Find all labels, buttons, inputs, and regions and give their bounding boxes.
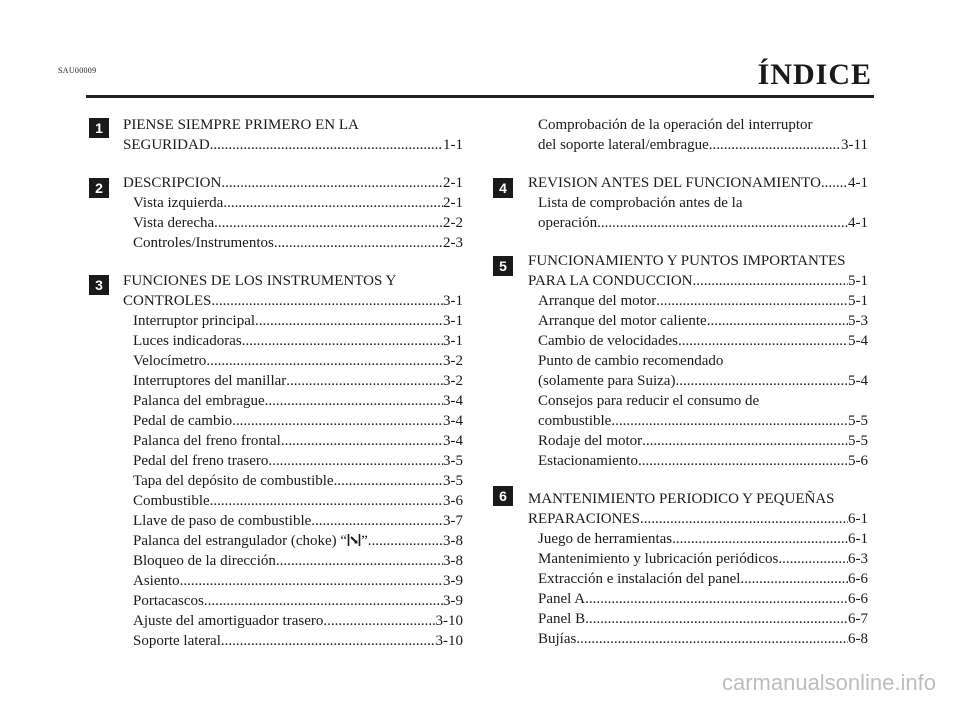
toc-entry-page: 1-1: [443, 137, 463, 153]
toc-entry[interactable]: [528, 173, 868, 193]
choke-text-after: ”: [361, 533, 368, 549]
toc-entry-title-choke: [133, 531, 368, 551]
toc-entry[interactable]: [528, 135, 868, 155]
toc-entry-title: Velocímetro: [133, 353, 207, 369]
toc-entry-title: Panel B: [538, 611, 586, 627]
toc-entry-title: Extracción e instalación del panel: [538, 571, 741, 587]
toc-entry[interactable]: [528, 549, 868, 569]
toc-entry-title: Combustible: [133, 493, 210, 509]
toc-entry-page: 6-1: [848, 531, 868, 547]
toc-entry[interactable]: [123, 135, 463, 155]
toc-entry-page: 3-1: [443, 293, 463, 309]
toc-entry-page: 6-6: [848, 571, 868, 587]
toc-entry-title: Mantenimiento y lubricación periódicos: [538, 551, 779, 567]
toc-heading-line: Lista de comprobación antes de la: [538, 195, 743, 211]
section-tab-6[interactable]: 6: [493, 486, 513, 506]
toc-entry[interactable]: [528, 451, 868, 471]
toc-entry[interactable]: [528, 609, 868, 629]
toc-entry-title: Luces indicadoras: [133, 333, 242, 349]
header-rule: [86, 95, 874, 98]
section-tab-3[interactable]: 3: [89, 275, 109, 295]
section-tab-4[interactable]: 4: [493, 178, 513, 198]
toc-entry-page: 4-1: [848, 175, 868, 191]
toc-entry[interactable]: [123, 291, 463, 311]
toc-entry[interactable]: [528, 213, 868, 233]
toc-entry-page: 2-1: [443, 175, 463, 191]
toc-entry-page: 6-6: [848, 591, 868, 607]
toc-entry-page: 3-4: [443, 413, 463, 429]
toc-entry-page: 3-1: [443, 313, 463, 329]
toc-entry-page: 3-2: [443, 373, 463, 389]
toc-entry-title: Llave de paso de combustible: [133, 513, 312, 529]
toc-entry-title: Tapa del depósito de combustible: [133, 473, 334, 489]
toc-entry-title: Pedal de cambio: [133, 413, 233, 429]
toc-entry-title: Cambio de velocidades: [538, 333, 678, 349]
toc-entry-page: 3-10: [435, 613, 463, 629]
toc-entry-title: PARA LA CONDUCCION: [528, 273, 693, 289]
toc-entry-title: Interruptores del manillar: [133, 373, 287, 389]
toc-entry-page: 3-6: [443, 493, 463, 509]
toc-entry-title: DESCRIPCION: [123, 175, 222, 191]
toc-entry[interactable]: [528, 589, 868, 609]
doc-code: SAU00009: [58, 66, 97, 75]
section-tab-1[interactable]: 1: [89, 118, 109, 138]
toc-entry-title: Rodaje del motor: [538, 433, 643, 449]
toc-heading-line: Punto de cambio recomendado: [538, 353, 724, 369]
toc-entry-page: 5-5: [848, 433, 868, 449]
toc-entry[interactable]: [123, 511, 463, 531]
toc-entry-title: Bloqueo de la dirección: [133, 553, 276, 569]
toc-entry-title: REPARACIONES: [528, 511, 640, 527]
toc-entry-title: CONTROLES: [123, 293, 212, 309]
toc-entry-page: 4-1: [848, 215, 868, 231]
toc-entry-page: 5-6: [848, 453, 868, 469]
toc-entry-page: 3-1: [443, 333, 463, 349]
toc-heading-line: FUNCIONES DE LOS INSTRUMENTOS Y: [123, 273, 397, 289]
toc-entry-page: 3-5: [443, 473, 463, 489]
toc-entry-page: 3-7: [443, 513, 463, 529]
toc-entry-title: Panel A: [538, 591, 586, 607]
toc-entry-page: 6-7: [848, 611, 868, 627]
choke-icon: [347, 533, 361, 547]
watermark: carmanualsonline.info: [721, 670, 936, 695]
toc-entry-page: 3-8: [443, 553, 463, 569]
choke-text-before: Palanca del estrangulador (choke) “: [133, 533, 348, 549]
toc-entry[interactable]: [123, 611, 463, 631]
toc-entry-title: Bujías: [538, 631, 577, 647]
toc-entry-page: 5-1: [848, 293, 868, 309]
toc-entry-title: Palanca del embrague: [133, 393, 265, 409]
page-title: ÍNDICE: [757, 58, 872, 91]
toc-heading-line: MANTENIMIENTO PERIODICO Y PEQUEÑAS: [528, 491, 835, 507]
toc-heading-line: Consejos para reducir el consumo de: [538, 393, 760, 409]
toc-entry-title: (solamente para Suiza): [538, 373, 676, 389]
toc-entry-page: 5-4: [848, 333, 868, 349]
toc-entry[interactable]: [528, 569, 868, 589]
toc-entry[interactable]: [123, 411, 463, 431]
toc-entry-page: 6-1: [848, 511, 868, 527]
toc-entry-page: 5-1: [848, 273, 868, 289]
toc-entry[interactable]: [123, 371, 463, 391]
toc-entry[interactable]: [123, 311, 463, 331]
toc-heading-line: PIENSE SIEMPRE PRIMERO EN LA: [123, 117, 359, 133]
toc-entry[interactable]: [123, 213, 463, 233]
toc-heading-line: FUNCIONAMIENTO Y PUNTOS IMPORTANTES: [528, 253, 846, 269]
toc-entry-page: 2-2: [443, 215, 463, 231]
toc-entry-title: Pedal del freno trasero: [133, 453, 269, 469]
toc-entry[interactable]: [123, 451, 463, 471]
toc-right-column: [528, 115, 868, 649]
toc-entry[interactable]: [123, 193, 463, 213]
toc-entry-page: 3-9: [443, 573, 463, 589]
toc-entry-title: operación: [538, 215, 598, 231]
toc-entry[interactable]: [123, 631, 463, 651]
toc-entry-title: SEGURIDAD: [123, 137, 210, 153]
toc-entry[interactable]: [123, 173, 463, 193]
toc-entry-page: 5-4: [848, 373, 868, 389]
toc-entry-page: 3-5: [443, 453, 463, 469]
toc-entry-title: Soporte lateral: [133, 633, 221, 649]
toc-entry[interactable]: [123, 551, 463, 571]
toc-entry-page: 3-10: [435, 633, 463, 649]
toc-entry[interactable]: [123, 571, 463, 591]
toc-entry-title: Vista izquierda: [133, 195, 224, 211]
toc-entry-page: 6-8: [848, 631, 868, 647]
toc-entry-title: Vista derecha: [133, 215, 215, 231]
toc-entry-page: 5-3: [848, 313, 868, 329]
toc-entry-title: Asiento: [133, 573, 180, 589]
toc-entry-page: 2-1: [443, 195, 463, 211]
toc-entry-title: REVISION ANTES DEL FUNCIONAMIENTO: [528, 175, 821, 191]
toc-entry[interactable]: [123, 471, 463, 491]
toc-heading-line: Comprobación de la operación del interruptor: [538, 117, 813, 133]
toc-entry-title: Juego de herramientas: [538, 531, 673, 547]
toc-entry-page: 3-9: [443, 593, 463, 609]
toc-entry-title: Estacionamiento: [538, 453, 638, 469]
toc-entry-title: Portacascos: [133, 593, 204, 609]
toc-entry-title: Palanca del freno frontal: [133, 433, 281, 449]
toc-entry-page: 2-3: [443, 235, 463, 251]
toc-entry-page: 3-4: [443, 433, 463, 449]
toc-entry-title: Controles/Instrumentos: [133, 235, 274, 251]
toc-entry[interactable]: [528, 629, 868, 649]
toc-entry[interactable]: [123, 491, 463, 511]
section-tab-5[interactable]: 5: [493, 256, 513, 276]
toc-entry[interactable]: [528, 371, 868, 391]
toc-entry-title: combustible: [538, 413, 612, 429]
section-tab-2[interactable]: 2: [89, 178, 109, 198]
toc-entry-title: Arranque del motor: [538, 293, 657, 309]
toc-entry-title: Arranque del motor caliente: [538, 313, 707, 329]
toc-entry[interactable]: [528, 411, 868, 431]
toc-entry[interactable]: [123, 591, 463, 611]
toc-entry-title: del soporte lateral/embrague: [538, 137, 709, 153]
toc-entry[interactable]: [123, 391, 463, 411]
toc-entry-title: Ajuste del amortiguador trasero: [133, 613, 324, 629]
toc-entry-page: 3-2: [443, 353, 463, 369]
toc-entry-page: 3-11: [841, 137, 868, 153]
toc-entry-page: 3-8: [443, 533, 463, 549]
toc-entry[interactable]: [123, 431, 463, 451]
toc-entry[interactable]: [123, 233, 463, 253]
toc-entry[interactable]: [123, 351, 463, 371]
toc-entry[interactable]: [528, 311, 868, 331]
toc-left-column: [123, 115, 463, 651]
toc-entry[interactable]: [528, 291, 868, 311]
toc-entry[interactable]: [528, 509, 868, 529]
toc-entry[interactable]: [528, 431, 868, 451]
toc-entry[interactable]: [528, 529, 868, 549]
toc-entry-title: Interruptor principal: [133, 313, 256, 329]
toc-entry[interactable]: [123, 331, 463, 351]
toc-entry[interactable]: [528, 331, 868, 351]
toc-entry-page: 6-3: [848, 551, 868, 567]
toc-entry-page: 3-4: [443, 393, 463, 409]
toc-entry[interactable]: [123, 531, 463, 551]
toc-entry-page: 5-5: [848, 413, 868, 429]
toc-entry[interactable]: [528, 271, 868, 291]
